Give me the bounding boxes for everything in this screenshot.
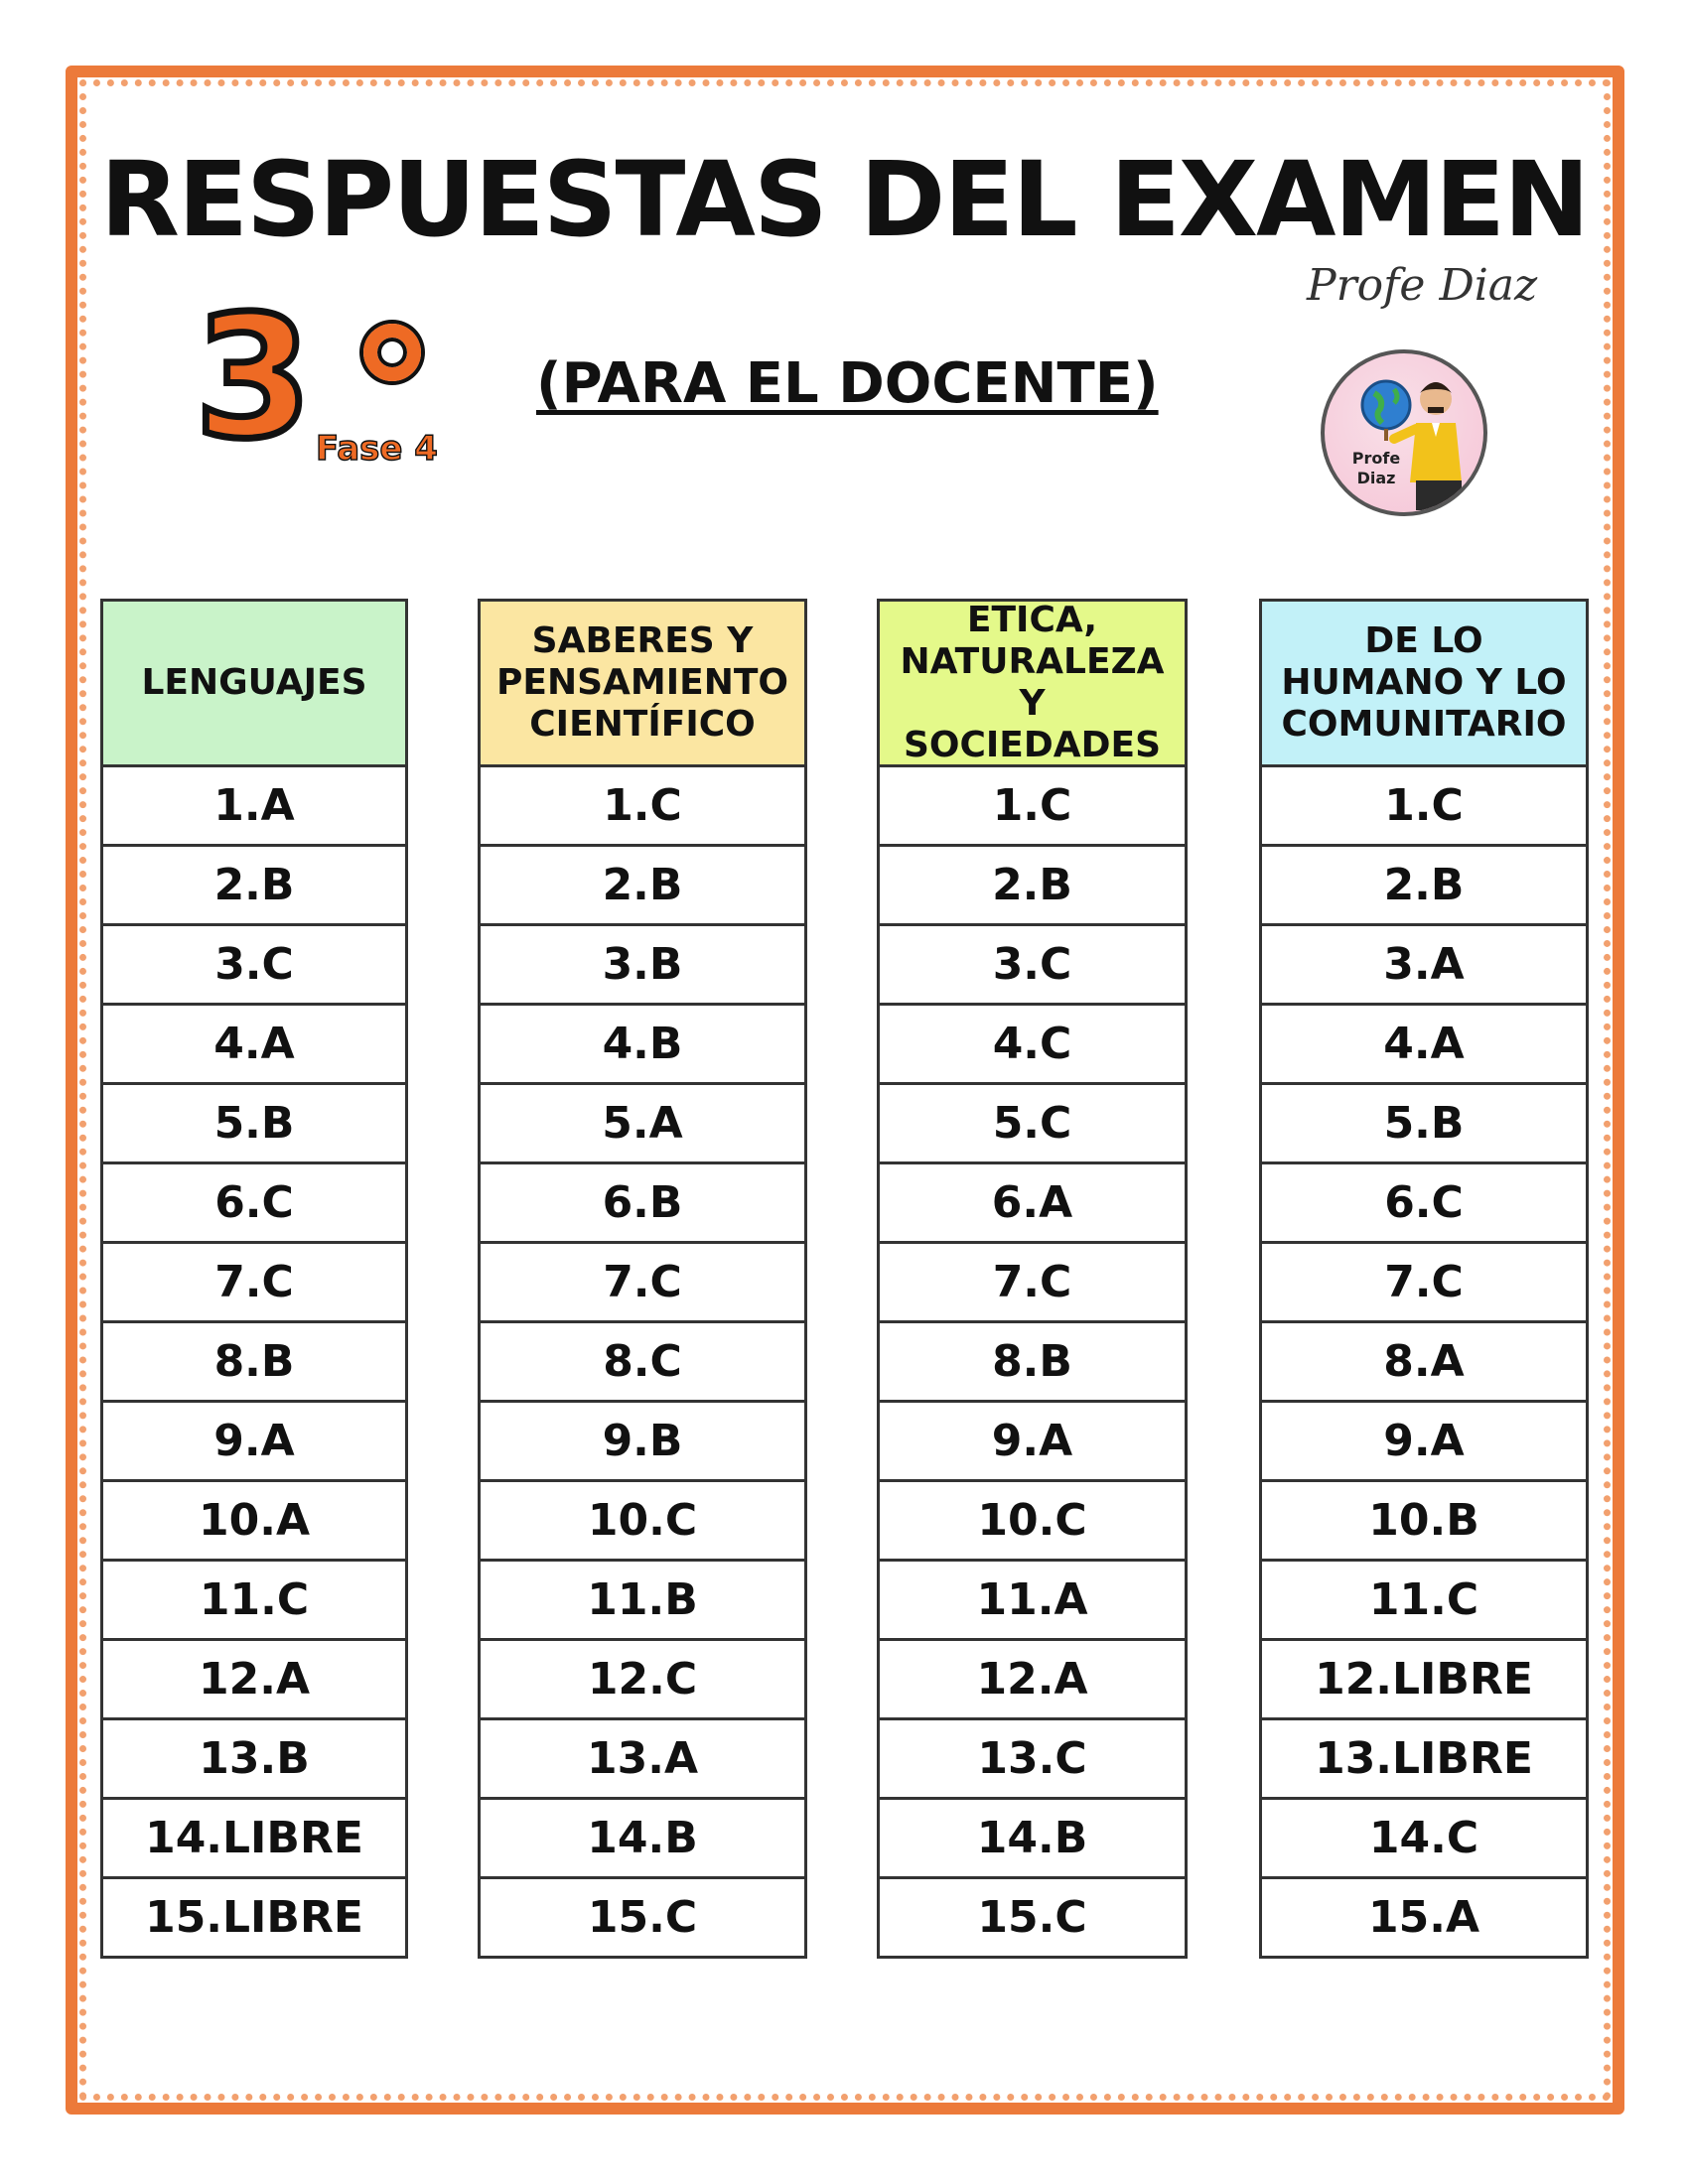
avatar-illustration-icon (1325, 353, 1487, 516)
answer-cell: 13.A (478, 1720, 807, 1800)
answer-cell: 1.A (100, 767, 408, 847)
answer-cell: 7.C (100, 1244, 408, 1323)
answer-cell: 11.A (877, 1562, 1188, 1641)
answer-cell: 2.B (1259, 847, 1589, 926)
answer-cell: 9.A (1259, 1403, 1589, 1482)
answer-cell: 5.B (1259, 1085, 1589, 1164)
answer-cell: 12.C (478, 1641, 807, 1720)
answer-columns (0, 599, 1688, 1969)
grade-badge (195, 280, 473, 492)
answer-cell: 5.C (877, 1085, 1188, 1164)
answer-cell: 6.C (1259, 1164, 1589, 1244)
answer-cell: 12.A (877, 1641, 1188, 1720)
answer-cell: 15.C (877, 1879, 1188, 1959)
answer-cell: 8.A (1259, 1323, 1589, 1403)
answer-cell: 10.A (100, 1482, 408, 1562)
answer-cell: 3.B (478, 926, 807, 1006)
answer-cell: 7.C (877, 1244, 1188, 1323)
answer-cell: 5.B (100, 1085, 408, 1164)
answer-cell: 2.B (100, 847, 408, 926)
degree-symbol-icon (363, 324, 421, 381)
logo-label: Profe Diaz (1351, 449, 1401, 487)
page-subtitle: (PARA EL DOCENTE) (536, 351, 1159, 416)
answer-cell: 10.C (877, 1482, 1188, 1562)
answer-cell: 4.A (100, 1006, 408, 1085)
column-header: ETICA, NATURALEZA Y SOCIEDADES (877, 599, 1188, 767)
profe-diaz-logo (1321, 349, 1487, 516)
answer-cell: 2.B (877, 847, 1188, 926)
answer-cell: 4.C (877, 1006, 1188, 1085)
answer-cell: 8.C (478, 1323, 807, 1403)
answer-cell: 9.A (100, 1403, 408, 1482)
answer-cell: 11.C (100, 1562, 408, 1641)
answer-cell: 15.C (478, 1879, 807, 1959)
answer-cell: 3.C (877, 926, 1188, 1006)
page-title: RESPUESTAS DEL EXAMEN (99, 139, 1589, 260)
answer-cell: 9.A (877, 1403, 1188, 1482)
grade-number: 3 (195, 280, 313, 477)
answer-cell: 14.C (1259, 1800, 1589, 1879)
answer-cell: 3.C (100, 926, 408, 1006)
answer-cell: 14.B (478, 1800, 807, 1879)
column-header: LENGUAJES (100, 599, 408, 767)
grade-phase: Fase 4 (316, 429, 438, 469)
answer-cell: 13.B (100, 1720, 408, 1800)
answer-cell: 13.LIBRE (1259, 1720, 1589, 1800)
answer-cell: 1.C (478, 767, 807, 847)
answer-cell: 11.C (1259, 1562, 1589, 1641)
column-header: SABERES Y PENSAMIENTO CIENTÍFICO (478, 599, 807, 767)
answer-cell: 11.B (478, 1562, 807, 1641)
column-lenguajes (100, 599, 408, 1959)
answer-cell: 1.C (1259, 767, 1589, 847)
answer-cell: 1.C (877, 767, 1188, 847)
answer-cell: 10.C (478, 1482, 807, 1562)
column-saberes (478, 599, 807, 1959)
column-header: DE LO HUMANO Y LO COMUNITARIO (1259, 599, 1589, 767)
answer-cell: 5.A (478, 1085, 807, 1164)
answer-cell: 4.A (1259, 1006, 1589, 1085)
column-etica (877, 599, 1188, 1959)
answer-cell: 4.B (478, 1006, 807, 1085)
answer-cell: 6.C (100, 1164, 408, 1244)
answer-cell: 15.A (1259, 1879, 1589, 1959)
answer-cell: 14.LIBRE (100, 1800, 408, 1879)
answer-cell: 8.B (100, 1323, 408, 1403)
answer-cell: 12.LIBRE (1259, 1641, 1589, 1720)
answer-cell: 7.C (1259, 1244, 1589, 1323)
answer-cell: 15.LIBRE (100, 1879, 408, 1959)
author-signature: Profe Diaz (1307, 260, 1538, 311)
answer-cell: 14.B (877, 1800, 1188, 1879)
column-humano (1259, 599, 1589, 1959)
answer-cell: 8.B (877, 1323, 1188, 1403)
answer-cell: 10.B (1259, 1482, 1589, 1562)
answer-cell: 6.B (478, 1164, 807, 1244)
answer-cell: 13.C (877, 1720, 1188, 1800)
answer-cell: 9.B (478, 1403, 807, 1482)
answer-cell: 6.A (877, 1164, 1188, 1244)
answer-cell: 2.B (478, 847, 807, 926)
answer-cell: 7.C (478, 1244, 807, 1323)
answer-cell: 12.A (100, 1641, 408, 1720)
answer-cell: 3.A (1259, 926, 1589, 1006)
